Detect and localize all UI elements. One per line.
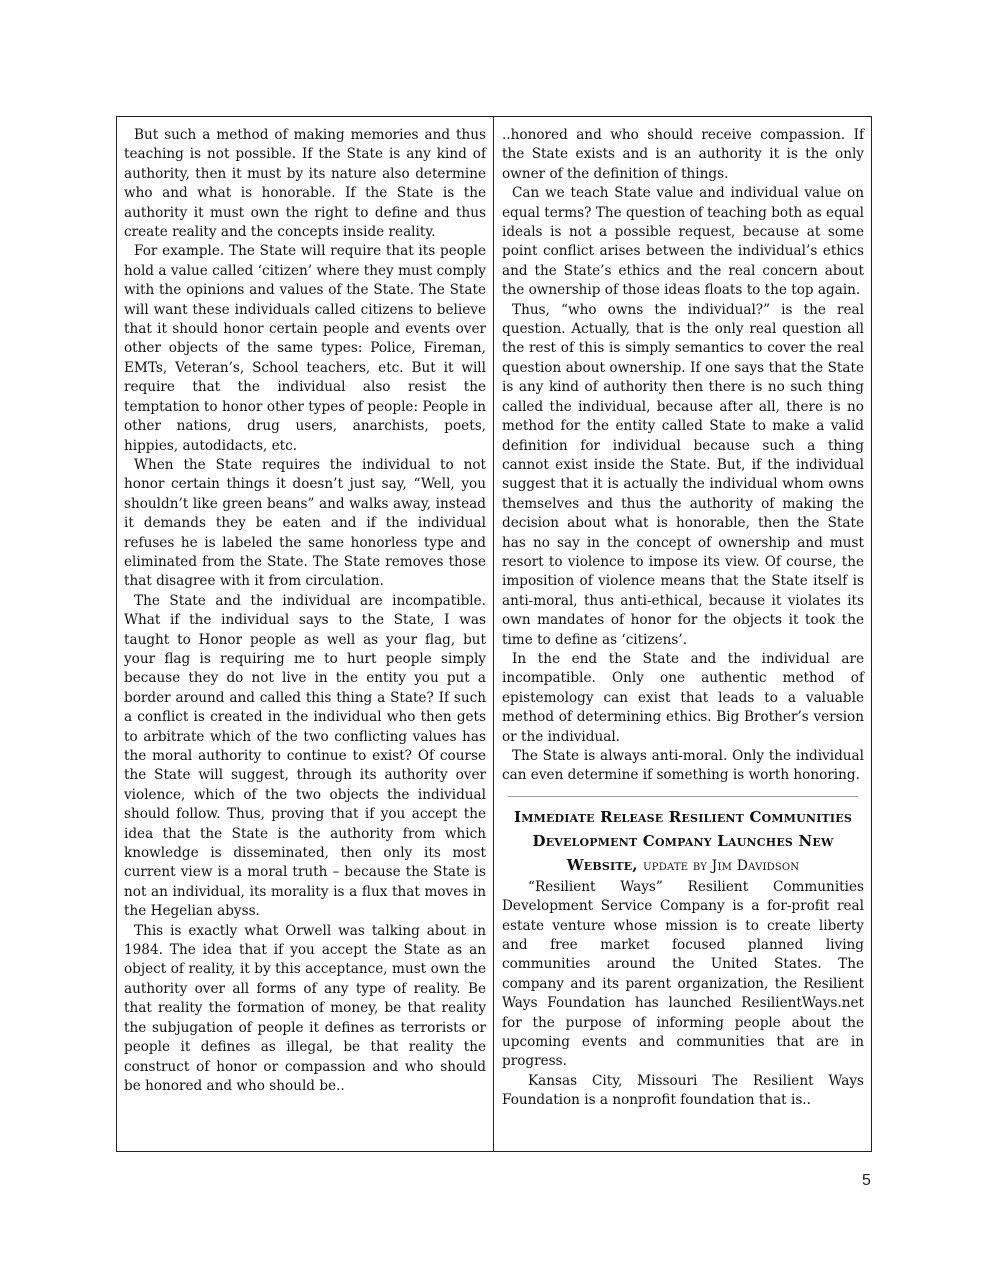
- article-headline: [502, 805, 864, 878]
- paragraph: ..honored and who should receive compassion. If the State exists and is an authority it is the only owner of the definition of things.: [502, 127, 864, 182]
- section-divider: [508, 796, 858, 797]
- paragraph: The State is always anti-moral. Only the individual can even determine if something is worth honoring.: [502, 748, 864, 784]
- paragraph: For example. The State will require that its people hold a value called ‘citizen’ where they must comply with the opinions and values of the State. The State will want these individuals called citizens to believe that it should honor certain people and events over other objects of the same types: Police, Fireman, EMTs, Veteran’s, School teachers, etc. But it will require that the individual also resist the temptation to honor other types of people: People in other nations, drug users, anarchists, poets, hippies, autodidacts, etc.: [124, 243, 486, 454]
- paragraph: Can we teach State value and individual value on equal terms? The question of teaching both as equal ideals is not a possible request, because at some point conflict arises between the individual’s ethics and the State’s ethics and the real concern about the ownership of those ideas floats to the top again.: [502, 185, 864, 299]
- paragraph: In the end the State and the individual are incompatible. Only one authentic method of epistemology can exist that leads to a valuable method of determining ethics. Big Brother’s version or the individual.: [502, 650, 864, 745]
- left-column: [124, 126, 486, 1096]
- paragraph: Kansas City, Missouri The Resilient Ways Foundation is a nonprofit foundation that is..: [502, 1072, 864, 1109]
- paragraph: The State and the individual are incompatible. What if the individual says to the State, I was taught to Honor people as well as your flag, but your flag is requiring me to hurt people simply because they do not live in the entity you put a border around and called this thing a State? If such a conflict is created in the individual who then gets to arbitrate which of the two conflicting values has the moral authority to continue to exist? Of course the State will suggest, through its authority over violence, which of the two objects the individual should follow. Thus, proving that if you accept the idea that the State is the authority from which knowledge is disseminated, then only its most current view is a moral truth – because the State is not an individual, its morality is a flux that moves in the Hegelian abyss.: [124, 592, 486, 920]
- paragraph: Thus, “who owns the individual?” is the real question. Actually, that is the only real question all the rest of this is simply semantics to cover the real question about ownership. If one says that the State is any kind of authority then there is no such thing called the individual, because after all, there is no method for the entity called State to make a valid definition for individual because such a thing cannot exist inside the State. But, if the individual suggest that it is actually the individual whom owns themselves and thus the authority of making the decision about what is honorable, then the State has no say in the concept of ownership and must resort to violence to impose its view. Of course, the imposition of violence means that the State itself is anti-moral, thus anti-ethical, because it violates its own mandates of honor for the objects it took the time to define as ‘citizens’.: [502, 301, 864, 648]
- paragraph: This is exactly what Orwell was talking about in 1984. The idea that if you accept the State as an object of reality, it by this acceptance, must own the authority over all forms of any type of reality. Be that reality the formation of money, be that reality the subjugation of people it defines as terrorists or people it defines as illegal, be that reality the construct of honor or compassion and who should be honored and who should be..: [124, 922, 486, 1094]
- headline-text: Immediate Release Resilient Communities Development Company Launches New Website,: [513, 807, 852, 874]
- column-divider: [493, 116, 494, 1152]
- right-column: [502, 126, 864, 1111]
- paragraph: When the State requires the individual to not honor certain things it doesn’t just say, “Well, you shouldn’t like green beans” and walks away, instead it demands they be eaten and if the individual refuses he is labeled the same honorless type and eliminated from the State. The State removes those that disagree with it from circulation.: [124, 456, 486, 590]
- article-byline: update by Jim Davidson: [643, 857, 800, 874]
- paragraph: “Resilient Ways” Resilient Communities Development Service Company is a for-profit real estate venture whose mission is to create liberty and free market focused planned living communities around the United States. The company and its parent organization, the Resilient Ways Foundation has launched ResilientWays.net for the purpose of informing people about the upcoming events and communities that are in progress.: [502, 878, 864, 1070]
- page-number: 5: [862, 1172, 871, 1189]
- paragraph: But such a method of making memories and thus teaching is not possible. If the State is any kind of authority, then it must by its nature also determine who and what is honorable. If the State is the authority it must own the right to define and thus create reality and the concepts inside reality.: [124, 127, 486, 241]
